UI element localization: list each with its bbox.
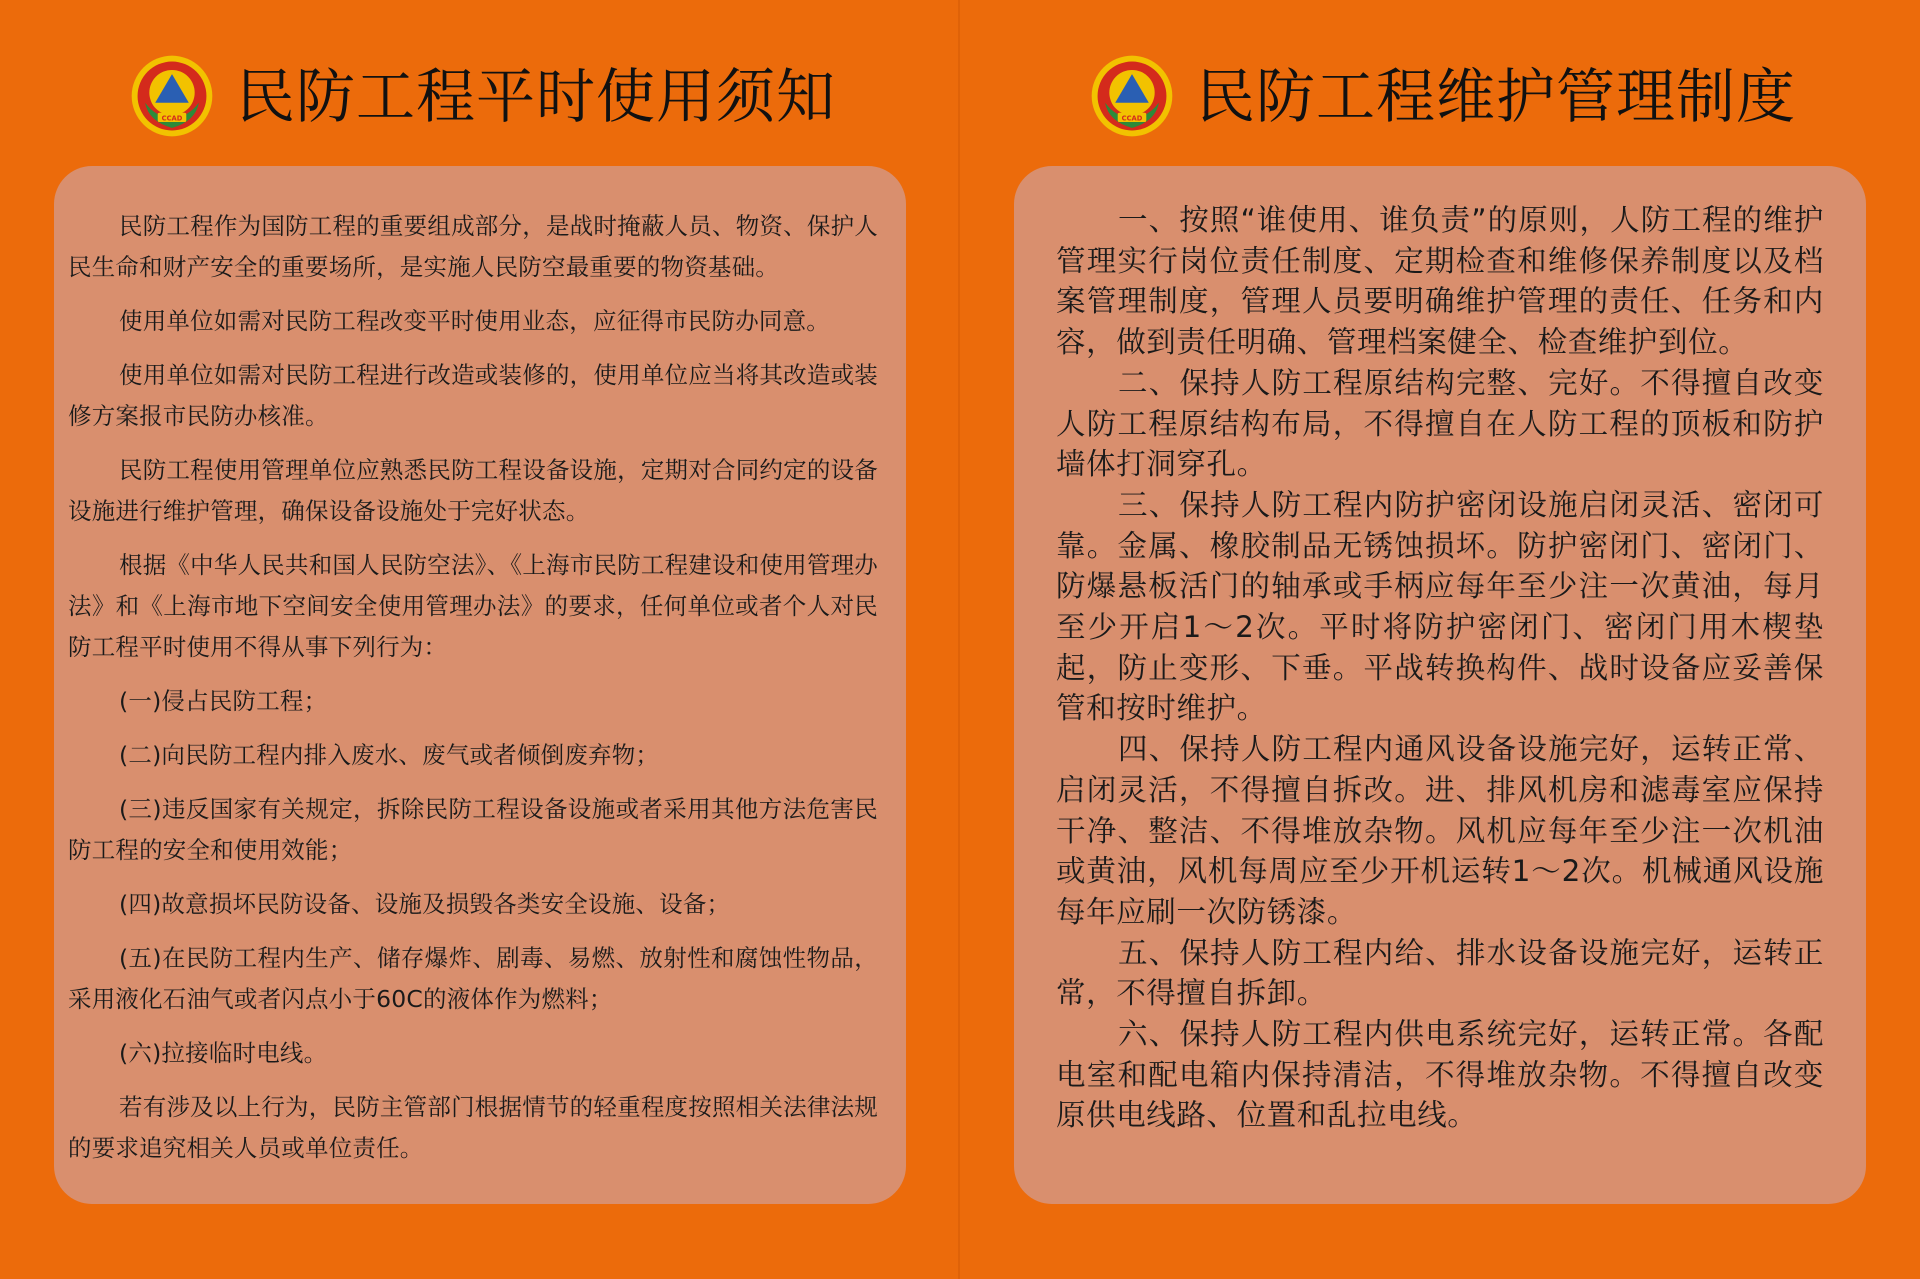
usage-paragraph-intro: 民防工程作为国防工程的重要组成部分，是战时掩蔽人员、物资、保护人民生命和财产安全的重要场所，是实施人民防空最重要的物资基础。 bbox=[68, 212, 878, 281]
maintenance-rules-panel bbox=[960, 0, 1920, 1279]
usage-prohibited-item-2: (二)向民防工程内排入废水、废气或者倾倒废弃物； bbox=[119, 741, 660, 769]
usage-paragraph-maintenance: 民防工程使用管理单位应熟悉民防工程设备设施，定期对合同约定的设备设施进行维护管理，确保设备设施处于完好状态。 bbox=[68, 456, 878, 525]
svg-text:CCAD: CCAD bbox=[161, 114, 183, 123]
svg-text:CCAD: CCAD bbox=[1121, 114, 1143, 123]
maintenance-rule-3: 三、保持人防工程内防护密闭设施启闭灵活、密闭可靠。金属、橡胶制品无锈蚀损坏。防护密闭门、密闭门、防爆悬板活门的轴承或手柄应每年至少注一次黄油，每月至少开启1～2次。平时将防护密闭门、密闭门用木楔垫起，防止变形、下垂。平战转换构件、战时设备应妥善保管和按时维护。 bbox=[1056, 487, 1824, 726]
usage-notice-body bbox=[68, 206, 878, 1169]
usage-prohibited-item-1: (一)侵占民防工程； bbox=[119, 687, 328, 715]
usage-notice-card bbox=[54, 166, 906, 1204]
usage-prohibited-item-4: (四)故意损坏民防设备、设施及损毁各类安全设施、设备； bbox=[119, 890, 731, 918]
usage-notice-panel bbox=[0, 0, 958, 1279]
maintenance-rule-2: 二、保持人防工程原结构完整、完好。不得擅自改变人防工程原结构布局，不得擅自在人防工程的顶板和防护墙体打洞穿孔。 bbox=[1056, 365, 1824, 482]
usage-notice-title: 民防工程平时使用须知 bbox=[236, 61, 837, 131]
maintenance-rules-body bbox=[1056, 200, 1824, 1136]
usage-paragraph-penalty: 若有涉及以上行为，民防主管部门根据情节的轻重程度按照相关法律法规的要求追究相关人员或单位责任。 bbox=[68, 1093, 878, 1162]
maintenance-rule-1: 一、按照“谁使用、谁负责”的原则，人防工程的维护管理实行岗位责任制度、定期检查和维修保养制度以及档案管理制度，管理人员要明确维护管理的责任、任务和内容，做到责任明确、管理档案健全、检查维护到位。 bbox=[1056, 203, 1824, 360]
usage-paragraph-legal-basis: 根据《中华人民共和国人民防空法》、《上海市民防工程建设和使用管理办法》和《上海市地下空间安全使用管理办法》的要求，任何单位或者个人对民防工程平时使用不得从事下列行为： bbox=[68, 551, 878, 661]
maintenance-rule-5: 五、保持人防工程内给、排水设备设施完好，运转正常，不得擅自拆卸。 bbox=[1056, 935, 1824, 1011]
usage-paragraph-renovation: 使用单位如需对民防工程进行改造或装修的，使用单位应当将其改造或装修方案报市民防办核准。 bbox=[68, 361, 878, 430]
maintenance-rules-card bbox=[1014, 166, 1866, 1204]
usage-prohibited-item-6: (六)拉接临时电线。 bbox=[119, 1039, 328, 1067]
usage-prohibited-item-3: (三)违反国家有关规定，拆除民防工程设备设施或者采用其他方法危害民防工程的安全和使用效能； bbox=[68, 795, 878, 864]
civil-air-defense-emblem-icon bbox=[1090, 54, 1174, 138]
maintenance-rule-6: 六、保持人防工程内供电系统完好，运转正常。各配电室和配电箱内保持清洁，不得堆放杂物。不得擅自改变原供电线路、位置和乱拉电线。 bbox=[1056, 1017, 1824, 1133]
maintenance-rule-4: 四、保持人防工程内通风设备设施完好，运转正常、启闭灵活，不得擅自拆改。进、排风机房和滤毒室应保持干净、整洁、不得堆放杂物。风机应每年至少注一次机油或黄油，风机每周应至少开机运转1～2次。机械通风设施每年应刷一次防锈漆。 bbox=[1056, 732, 1824, 929]
usage-prohibited-item-5: (五)在民防工程内生产、储存爆炸、剧毒、易燃、放射性和腐蚀性物品，采用液化石油气或者闪点小于60C的液体作为燃料； bbox=[68, 944, 878, 1013]
usage-paragraph-change-use: 使用单位如需对民防工程改变平时使用业态，应征得市民防办同意。 bbox=[119, 307, 830, 335]
maintenance-rules-header bbox=[1090, 48, 1796, 144]
usage-notice-header bbox=[130, 48, 836, 144]
civil-air-defense-emblem-icon bbox=[130, 54, 214, 138]
maintenance-rules-title: 民防工程维护管理制度 bbox=[1196, 61, 1797, 131]
